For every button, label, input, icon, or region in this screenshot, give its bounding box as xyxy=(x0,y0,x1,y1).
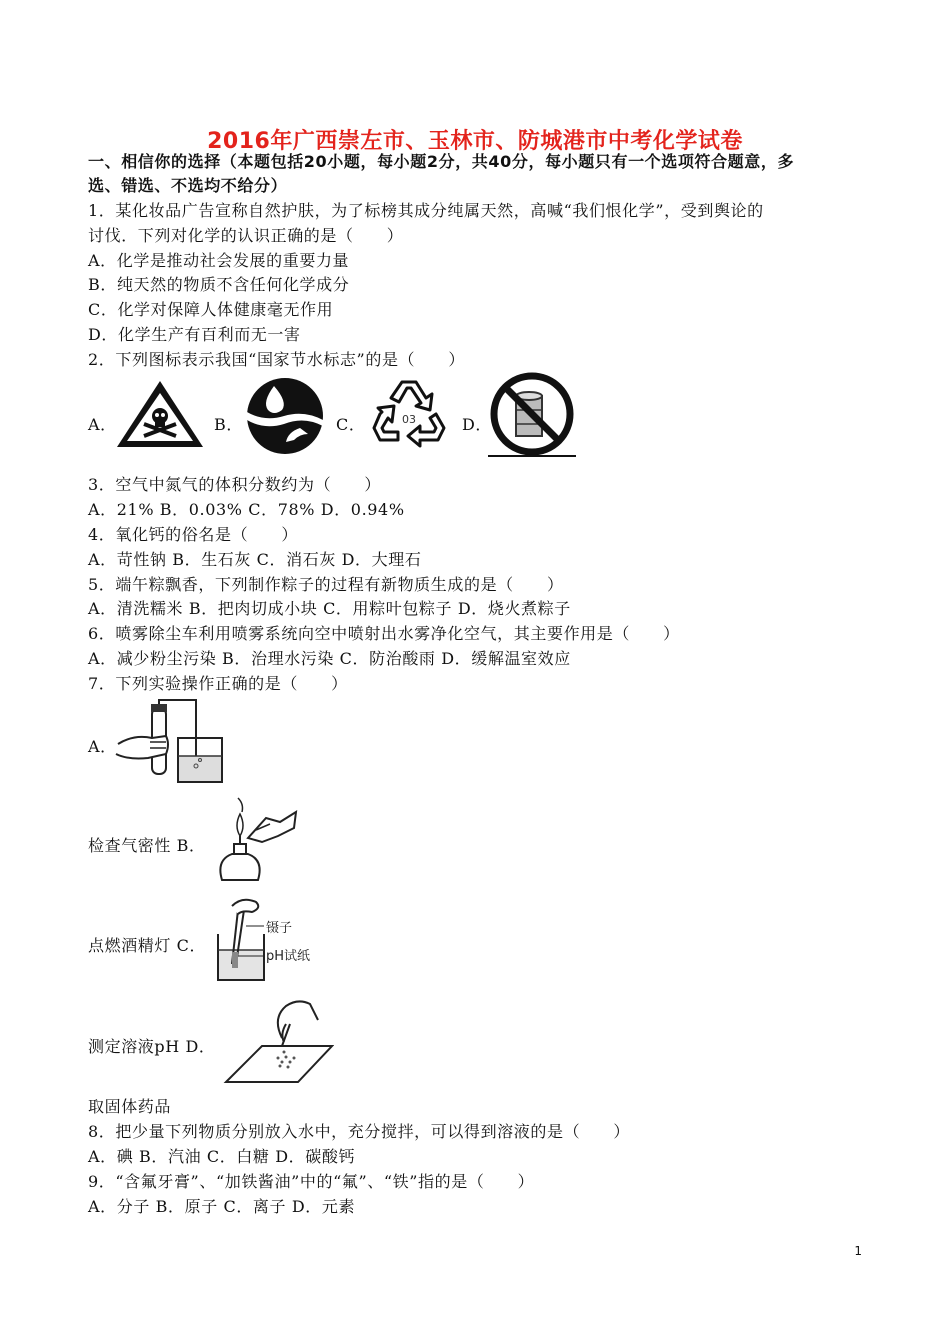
exam-title: 2016年广西崇左市、玉林市、防城港市中考化学试卷 xyxy=(207,129,743,154)
q4-options: A．苛性钠 B．生石灰 C．消石灰 D．大理石 xyxy=(88,550,422,569)
airtightness-check-illustration xyxy=(112,698,226,786)
recycle-code-text: 03 xyxy=(402,413,416,426)
lighting-alcohol-lamp-illustration xyxy=(208,794,300,884)
q8-stem: 8．把少量下列物质分别放入水中，充分搅拌，可以得到溶液的是（ ） xyxy=(88,1122,630,1141)
q2-label-c: C． xyxy=(336,415,366,434)
taking-solid-reagent-illustration xyxy=(222,994,334,1086)
q7-label-b: 检查气密性 B． xyxy=(88,836,206,855)
q2-label-b: B． xyxy=(214,415,243,434)
q1-option-a: A．化学是推动社会发展的重要力量 xyxy=(88,251,350,270)
toxic-warning-icon xyxy=(114,378,206,450)
q1-stem-line2: 讨伐．下列对化学的认识正确的是（ ） xyxy=(88,226,404,245)
no-littering-barrel-icon xyxy=(488,372,576,458)
q7-tail: 取固体药品 xyxy=(88,1097,172,1116)
q6-stem: 6．喷雾除尘车利用喷雾系统向空中喷射出水雾净化空气，其主要作用是（ ） xyxy=(88,624,680,643)
q6-options: A．减少粉尘污染 B．治理水污染 C．防治酸雨 D．缓解温室效应 xyxy=(88,649,571,668)
q8-options: A．碘 B．汽油 C．白糖 D．碳酸钙 xyxy=(88,1147,356,1166)
q2-label-a: A． xyxy=(88,415,117,434)
q2-stem: 2．下列图标表示我国“国家节水标志”的是（ ） xyxy=(88,350,465,369)
q7-stem: 7．下列实验操作正确的是（ ） xyxy=(88,674,348,693)
q4-stem: 4．氧化钙的俗名是（ ） xyxy=(88,525,298,544)
q3-stem: 3．空气中氮气的体积分数约为（ ） xyxy=(88,475,381,494)
recycle-icon xyxy=(364,374,454,454)
q2-label-d: D． xyxy=(462,415,493,434)
water-saving-icon xyxy=(244,376,326,456)
q3-options: A．21% B．0.03% C．78% D．0.94% xyxy=(88,500,405,519)
q7-label-a: A． xyxy=(88,737,117,756)
q9-stem: 9．“含氟牙膏”、“加铁酱油”中的“氟”、“铁”指的是（ ） xyxy=(88,1172,535,1191)
q9-options: A．分子 B．原子 C．离子 D．元素 xyxy=(88,1197,356,1216)
q1-option-b: B．纯天然的物质不含任何化学成分 xyxy=(88,275,350,294)
q1-stem-line1: 1．某化妆品广告宣称自然护肤，为了标榜其成分纯属天然，高喊“我们恨化学”，受到舆论的 xyxy=(88,201,764,220)
q5-options: A．清洗糯米 B．把肉切成小块 C．用粽叶包粽子 D．烧火煮粽子 xyxy=(88,599,571,618)
q1-option-c: C．化学对保障人体健康毫无作用 xyxy=(88,300,334,319)
ph-paper-label: pH试纸 xyxy=(266,949,311,964)
page-number: 1 xyxy=(854,1244,862,1258)
q1-option-d: D．化学生产有百利而无一害 xyxy=(88,325,301,344)
q7-label-c: 点燃酒精灯 C． xyxy=(88,936,207,955)
tweezers-label: 镊子 xyxy=(266,921,293,936)
q5-stem: 5．端午粽飘香，下列制作粽子的过程有新物质生成的是（ ） xyxy=(88,575,564,594)
section-heading-line2: 选、错选、不选均不给分） xyxy=(88,176,288,195)
section-heading-line1: 一、相信你的选择（本题包括20小题，每小题2分，共40分，每小题只有一个选项符合题意，多 xyxy=(88,152,795,171)
q7-label-d: 测定溶液pH D． xyxy=(88,1037,216,1056)
ph-measurement-illustration xyxy=(212,892,324,984)
